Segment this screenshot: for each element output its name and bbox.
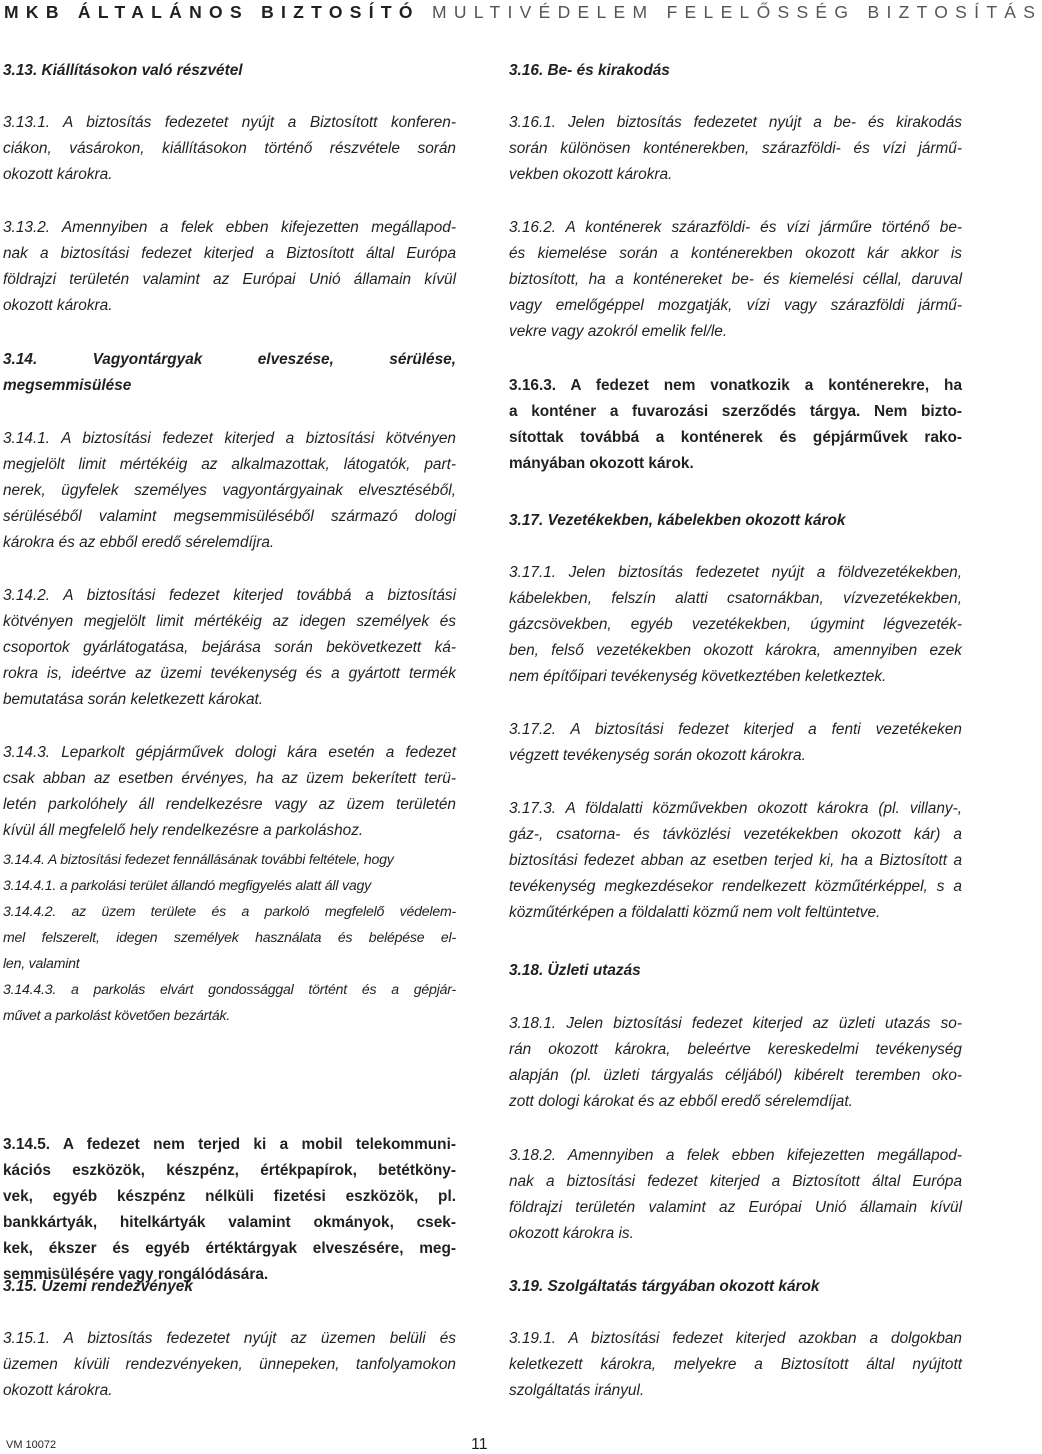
text-line: csoportok gyárlátogatása, bejárása során bekövetkezett ká- bbox=[3, 639, 456, 656]
text-line: 3.17.3. A földalatti közművekben okozott károkra (pl. villany-, bbox=[509, 800, 962, 817]
text-line: csak abban az esetben érvényes, ha az üzem bekerített terü- bbox=[3, 770, 456, 787]
text-line: semmisülésére vagy rongálódására. bbox=[3, 1266, 269, 1283]
text-line: bemutatása során keletkezett károkat. bbox=[3, 691, 264, 708]
paragraph-3-13-2 bbox=[3, 215, 456, 319]
section-heading-3-16 bbox=[509, 58, 962, 84]
text-line: földrajzi területén valamint az Európai Unió államain kívül bbox=[3, 271, 456, 288]
text-line: gázcsövekben, egyéb vezetékekben, úgymint légvezeték- bbox=[509, 616, 962, 633]
text-line: művet a parkolást követően bezárták. bbox=[3, 1007, 231, 1023]
text-line: letén parkolóhely áll rendelkezésre vagy az üzem területén bbox=[3, 796, 456, 813]
text-line: nem építőipari tevékenység következtében keletkeztek. bbox=[509, 668, 887, 685]
text-line: 3.14.5. A fedezet nem terjed ki a mobil telekommuni- bbox=[3, 1136, 456, 1153]
text-line: károkra és az ebből eredő sérelemdíjra. bbox=[3, 534, 275, 551]
text-line: megjelölt limit mértékéig az alkalmazottak, látogatók, part- bbox=[3, 456, 456, 473]
text-line: üzemen kívüli rendezvényeken, ünnepeken, tanfolyamokon bbox=[3, 1356, 456, 1373]
text-line: szolgáltatás irányul. bbox=[509, 1382, 645, 1399]
text-line: mel felszerelt, idegen személyek használata és belépése el- bbox=[3, 929, 456, 945]
paragraph-3-17-2 bbox=[509, 717, 962, 769]
text-line: 3.16.3. A fedezet nem vonatkozik a konténerekre, ha bbox=[509, 377, 962, 394]
text-line: tevékenység megkezdésekor rendelkezett közműtérképpel, s a bbox=[509, 878, 962, 895]
page-number: 11 bbox=[471, 1436, 488, 1453]
header-title-bold: MKB ÁLTALÁNOS BIZTOSÍTÓ bbox=[4, 2, 420, 22]
text-line: 3.19.1. A biztosítási fedezet kiterjed azokban a dolgokban bbox=[509, 1330, 962, 1347]
text-line: a konténer a fuvarozási szerződés tárgya. Nem bizto- bbox=[509, 403, 962, 420]
text-line: rán okozott károkra, beleértve kereskedelmi tevékenység bbox=[509, 1041, 962, 1058]
text-line: 3.18. Üzleti utazás bbox=[509, 962, 641, 979]
text-line: végzett tevékenység során okozott károkra. bbox=[509, 747, 806, 764]
paragraph-3-18-2 bbox=[509, 1143, 962, 1247]
section-heading-3-15 bbox=[3, 1274, 456, 1300]
section-heading-3-17 bbox=[509, 508, 962, 534]
text-line: kívül áll megfelelő hely rendelkezésre a parkoláshoz. bbox=[3, 822, 364, 839]
page-footer bbox=[0, 1430, 960, 1453]
text-line: 3.16. Be- és kirakodás bbox=[509, 62, 670, 79]
header-title-light: MULTIVÉDELEM FELELŐSSÉG BIZTOSÍTÁS bbox=[431, 2, 1042, 22]
text-line: kek, ékszer és egyéb értéktárgyak elveszésére, meg- bbox=[3, 1240, 456, 1257]
paragraph-3-16-2 bbox=[509, 215, 962, 345]
text-line: nerek, ügyfelek személyes vagyontárgyainak elvesztéséből, bbox=[3, 482, 456, 499]
text-line: vagy emelőgéppel mozgatják, vízi vagy szárazföldi jármű- bbox=[509, 297, 962, 314]
text-line: len, valamint bbox=[3, 955, 80, 971]
paragraph-3-14-5 bbox=[3, 1132, 456, 1288]
paragraph-3-16-1 bbox=[509, 110, 962, 188]
text-line: 3.14.4.2. az üzem területe és a parkoló megfelelő védelem- bbox=[3, 903, 456, 919]
text-line: okozott károkra is. bbox=[509, 1225, 634, 1242]
text-line: kötvényen megjelölt limit mértékéig az idegen személyek és bbox=[3, 613, 456, 630]
section-heading-3-14 bbox=[3, 347, 456, 399]
text-line: 3.14.4.1. a parkolási terület állandó megfigyelés alatt áll vagy bbox=[3, 877, 371, 893]
paragraph-3-19-1 bbox=[509, 1326, 962, 1404]
paragraph-3-13-1 bbox=[3, 110, 456, 188]
paragraph-3-14-2 bbox=[3, 583, 456, 713]
text-line: biztosítási fedezet abban az esetben terjed ki, ha a Biztosított a bbox=[509, 852, 962, 869]
text-line: közműtérképen a földalatti közmű nem volt feltüntetve. bbox=[509, 904, 881, 921]
text-line: 3.17. Vezetékekben, kábelekben okozott károk bbox=[509, 512, 846, 529]
section-heading-3-13 bbox=[3, 58, 456, 84]
section-heading-3-19 bbox=[509, 1274, 962, 1300]
text-line: rokra is, ideértve az üzemi tevékenység és a gyártott termék bbox=[3, 665, 456, 682]
text-line: vekben okozott károkra. bbox=[509, 166, 673, 183]
text-line: okozott károkra. bbox=[3, 1382, 113, 1399]
page-header bbox=[0, 0, 1042, 36]
text-line: 3.13.1. A biztosítás fedezetet nyújt a Biztosított konferen- bbox=[3, 114, 456, 131]
text-line: kábelekben, felszín alatti csatornákban, vízvezetékekben, bbox=[509, 590, 962, 607]
text-line: vekre vagy azokról emelik fel/le. bbox=[509, 323, 728, 340]
text-line: 3.14.4. A biztosítási fedezet fennállásának további feltétele, hogy bbox=[3, 851, 394, 867]
text-line: nak a biztosítási fedezet kiterjed a Biztosított által Európa bbox=[509, 1173, 962, 1190]
text-line: alapján (pl. üzleti tárgyalás céljából) kibérelt teremben oko- bbox=[509, 1067, 962, 1084]
paragraph-3-14-1 bbox=[3, 426, 456, 556]
text-line: keletkezett károkra, melyekre a Biztosított által nyújtott bbox=[509, 1356, 962, 1373]
text-line: 3.14.4.3. a parkolás elvárt gondossággal történt és a gépjár- bbox=[3, 981, 456, 997]
header-title bbox=[4, 0, 1042, 24]
text-line: sítottak továbbá a konténerek és gépjárművek rako- bbox=[509, 429, 962, 446]
text-line: kációs eszközök, készpénz, értékpapírok, betétköny- bbox=[3, 1162, 456, 1179]
text-line: és kiemelése során a konténerekben okozott kár akkor is bbox=[509, 245, 962, 262]
text-line: földrajzi területén valamint az Európai Unió államain kívül bbox=[509, 1199, 962, 1216]
text-line: 3.15.1. A biztosítás fedezetet nyújt az üzemen belüli és bbox=[3, 1330, 456, 1347]
paragraph-3-14-3 bbox=[3, 740, 456, 844]
text-line: során különösen konténerekben, szárazföldi- és vízi jármű- bbox=[509, 140, 962, 157]
section-heading-3-18 bbox=[509, 958, 962, 984]
text-line: 3.16.1. Jelen biztosítás fedezetet nyújt a be- és kirakodás bbox=[509, 114, 962, 131]
paragraph-3-17-1 bbox=[509, 560, 962, 690]
text-line: 3.16.2. A konténerek szárazföldi- és vízi járműre történő be- bbox=[509, 219, 962, 236]
text-line: 3.13. Kiállításokon való részvétel bbox=[3, 62, 243, 79]
text-line: okozott károkra. bbox=[3, 166, 113, 183]
text-line: sérüléséből valamint megsemmisüléséből származó dologi bbox=[3, 508, 456, 525]
text-line: 3.14. Vagyontárgyak elveszése, sérülése, bbox=[3, 351, 456, 368]
paragraph-3-15-1 bbox=[3, 1326, 456, 1404]
text-line: 3.14.3. Leparkolt gépjárművek dologi kára esetén a fedezet bbox=[3, 744, 456, 761]
text-line: 3.14.1. A biztosítási fedezet kiterjed a biztosítási kötvényen bbox=[3, 430, 456, 447]
text-line: okozott károkra. bbox=[3, 297, 113, 314]
document-code: VM 10072 bbox=[6, 1439, 57, 1451]
text-line: 3.19. Szolgáltatás tárgyában okozott károk bbox=[509, 1278, 820, 1295]
paragraph-3-16-3 bbox=[509, 373, 962, 477]
text-line: 3.13.2. Amennyiben a felek ebben kifejezetten megállapod- bbox=[3, 219, 456, 236]
paragraph-3-17-3 bbox=[509, 796, 962, 926]
text-line: 3.15. Üzemi rendezvények bbox=[3, 1278, 193, 1295]
paragraph-3-14-4 bbox=[3, 846, 456, 1028]
text-line: zott dologi károkat és az ebből eredő sérelemdíjat. bbox=[509, 1093, 853, 1110]
text-line: mányában okozott károk. bbox=[509, 455, 694, 472]
text-line: ciákon, vásárokon, kiállításokon történő részvétele során bbox=[3, 140, 456, 157]
text-line: 3.18.2. Amennyiben a felek ebben kifejezetten megállapod- bbox=[509, 1147, 962, 1164]
text-line: bankkártyák, hitelkártyák valamint okmányok, csek- bbox=[3, 1214, 456, 1231]
text-line: biztosított, ha a konténereket be- és kiemelési céllal, daruval bbox=[509, 271, 962, 288]
text-line: 3.17.2. A biztosítási fedezet kiterjed a fenti vezetékeken bbox=[509, 721, 962, 738]
text-line: megsemmisülése bbox=[3, 377, 132, 394]
text-line: 3.17.1. Jelen biztosítás fedezetet nyújt a földvezetékekben, bbox=[509, 564, 962, 581]
text-line: gáz-, csatorna- és távközlési vezetékekben okozott kár) a bbox=[509, 826, 962, 843]
paragraph-3-18-1 bbox=[509, 1011, 962, 1115]
text-line: vek, egyéb készpénz nélküli fizetési eszközök, pl. bbox=[3, 1188, 456, 1205]
text-line: nak a biztosítási fedezet kiterjed a Biztosított által Európa bbox=[3, 245, 456, 262]
text-line: ben, felső vezetékekben okozott károkra, amennyiben ezek bbox=[509, 642, 962, 659]
text-line: 3.14.2. A biztosítási fedezet kiterjed továbbá a biztosítási bbox=[3, 587, 456, 604]
text-line: 3.18.1. Jelen biztosítási fedezet kiterjed az üzleti utazás so- bbox=[509, 1015, 962, 1032]
